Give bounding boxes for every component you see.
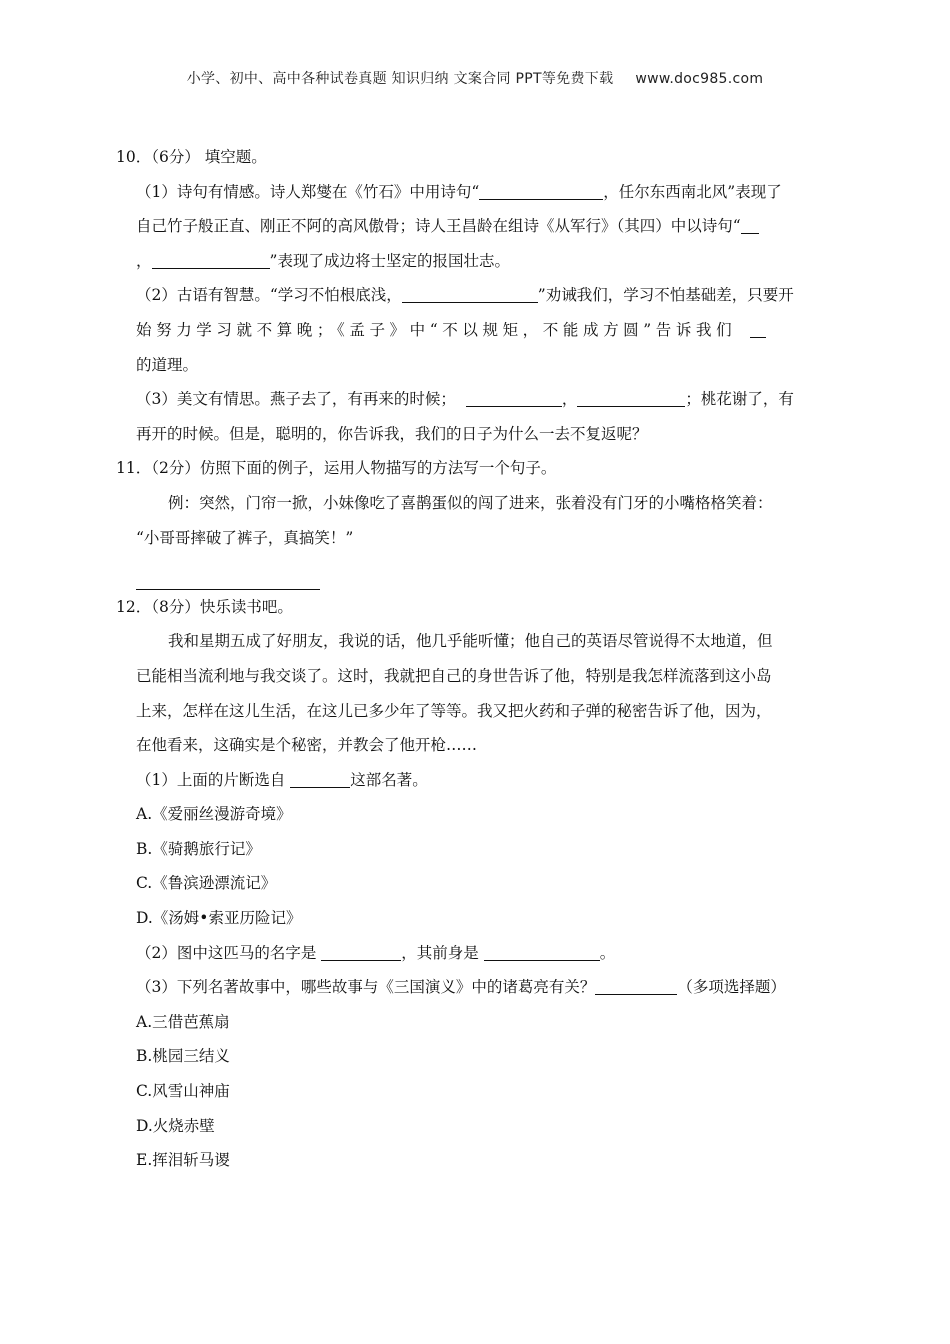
q10-line-5: 始努力学习就不算晚；《孟子》中“不以规矩，不能成方圆”告诉我们 [116, 313, 838, 348]
q10-line-3: ， ”表现了成边将士坚定的报国壮志。 [136, 251, 510, 270]
q10-line-1: （1）诗句有情感。诗人郑燮在《竹石》中用诗句“ ，任尔东西南北风”表现了 [136, 182, 782, 201]
q12-passage-1: 我和星期五成了好朋友，我说的话，他几乎能听懂；他自己的英语尽管说得不太地道，但 [168, 632, 773, 651]
q11-example-2: “小哥哥摔破了裤子，真搞笑！” [136, 528, 354, 547]
q10-blank-6[interactable] [466, 391, 562, 408]
q12-option-c: C.《鲁滨逊漂流记》 [136, 874, 277, 893]
q12-choice-c: C.风雪山神庙 [136, 1082, 230, 1101]
header-site: www.doc985.com [635, 71, 764, 87]
q12-blank-2[interactable] [321, 944, 401, 961]
q10-line-7: （3）美文有情思。燕子去了，有再来的时候； ， ；桃花谢了，有 [136, 390, 794, 409]
header-text: 小学、初中、高中各种试卷真题 知识归纳 文案合同 PPT等免费下载 [186, 71, 614, 87]
q12-blank-4[interactable] [595, 979, 677, 996]
q10-blank-4[interactable] [402, 287, 538, 304]
q12-sub-2: （2）图中这匹马的名字是 ，其前身是 。 [136, 943, 616, 962]
q12-passage-3: 上来，怎样在这儿生活，在这儿已多少年了等等。我又把火药和子弹的秘密告诉了他，因为， [136, 701, 772, 720]
q10-blank-1[interactable] [479, 183, 603, 200]
q10-line-6: 的道理。 [136, 355, 199, 374]
q10-title: 10．（6分） 填空题。 [116, 148, 267, 166]
exam-page [116, 140, 838, 1178]
q12-option-a: A.《爱丽丝漫游奇境》 [136, 805, 292, 824]
q11-example-1: 例：突然，门帘一掀，小妹像吃了喜鹊蛋似的闯了进来，张着没有门牙的小嘴格格笑着： [168, 493, 773, 512]
q10-blank-3[interactable] [152, 252, 270, 269]
q11-answer-blank[interactable] [136, 573, 320, 590]
q12-passage-4: 在他看来，这确实是个秘密，并教会了他开枪…… [136, 736, 478, 755]
q10-blank-7[interactable] [577, 391, 685, 408]
q12-choice-e: E.挥泪斩马谡 [136, 1151, 230, 1170]
q12-passage-2: 已能相当流利地与我交谈了。这时，我就把自己的身世告诉了他，特别是我怎样流落到这小岛 [136, 666, 772, 685]
q11-answer-line [116, 555, 838, 590]
q12-option-d: D.《汤姆•索亚历险记》 [136, 909, 302, 928]
q12-sub-1: （1）上面的片断选自 这部名著。 [136, 770, 428, 789]
q12-option-b: B.《骑鹅旅行记》 [136, 839, 261, 858]
q10-line-8: 再开的时候。但是，聪明的，你告诉我，我们的日子为什么一去不复返呢？ [136, 424, 648, 443]
q12-choice-d: D.火烧赤壁 [136, 1116, 215, 1135]
page-header [0, 68, 950, 88]
q10-line-2: 自己竹子般正直、刚正不阿的高风傲骨；诗人王昌龄在组诗《从军行》（其四）中以诗句“ [116, 209, 838, 244]
q10-blank-5[interactable] [750, 321, 766, 338]
q12-blank-1[interactable] [290, 771, 350, 788]
q11-title: 11．（2分）仿照下面的例子，运用人物描写的方法写一个句子。 [116, 459, 557, 478]
q10-line-4: （2）古语有智慧。“学习不怕根底浅， ”劝诫我们，学习不怕基础差，只要开 [136, 286, 794, 305]
q12-title: 12．（8分）快乐读书吧。 [116, 597, 293, 616]
q10-blank-2[interactable] [741, 218, 759, 235]
q12-choice-a: A.三借芭蕉扇 [136, 1012, 230, 1031]
q12-sub-3: （3）下列名著故事中，哪些故事与《三国演义》中的诸葛亮有关？ （多项选择题） [136, 978, 786, 997]
q12-choice-b: B.桃园三结义 [136, 1047, 230, 1066]
q12-blank-3[interactable] [484, 944, 600, 961]
